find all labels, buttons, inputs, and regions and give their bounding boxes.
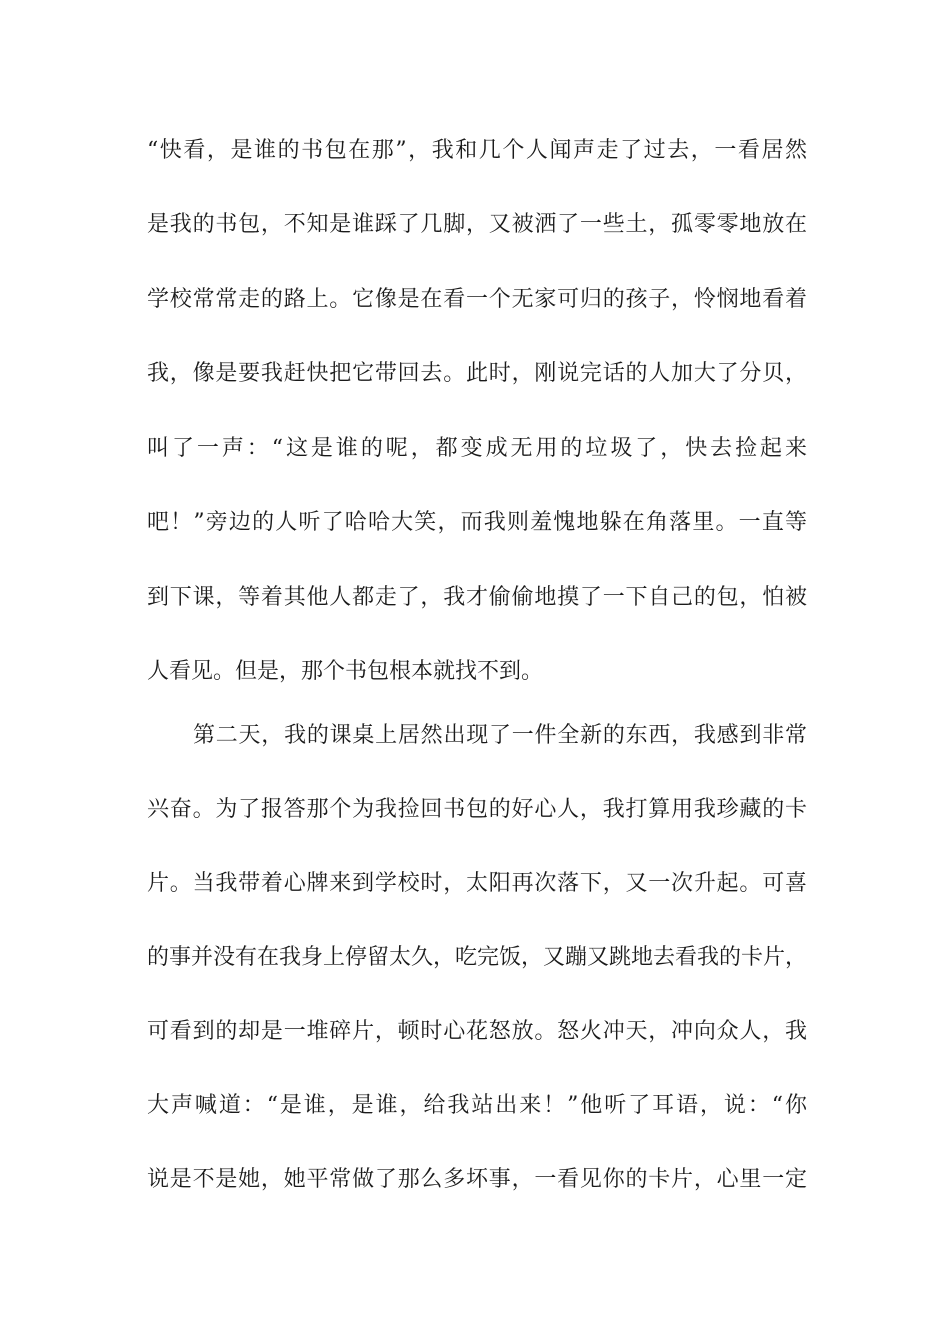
text-line: 大声喊道：“是谁，是谁，给我站出来！”他听了耳语，说：“你	[147, 1093, 807, 1118]
text-line: “快看，是谁的书包在那”，我和几个人闻声走了过去，一看居然	[147, 138, 807, 163]
text-line: 兴奋。为了报答那个为我捡回书包的好心人，我打算用我珍藏的卡	[147, 797, 807, 822]
text-line: 可看到的却是一堆碎片，顿时心花怒放。怒火冲天，冲向众人，我	[147, 1019, 807, 1044]
text-line: 人看见。但是，那个书包根本就找不到。	[147, 659, 544, 684]
text-line: 是我的书包，不知是谁踩了几脚，又被洒了一些土，孤零零地放在	[147, 212, 807, 237]
text-line: 到下课，等着其他人都走了，我才偷偷地摸了一下自己的包，怕被	[147, 585, 807, 610]
text-line: 的事并没有在我身上停留太久，吃完饭，又蹦又跳地去看我的卡片，	[147, 945, 808, 970]
text-line: 片。当我带着心牌来到学校时，太阳再次落下，又一次升起。可喜	[147, 871, 807, 896]
text-line: 我，像是要我赶快把它带回去。此时，刚说完话的人加大了分贝，	[147, 361, 807, 386]
text-line: 学校常常走的路上。它像是在看一个无家可归的孩子，怜悯地看着	[147, 287, 807, 312]
text-line: 说是不是她，她平常做了那么多坏事，一看见你的卡片，心里一定	[147, 1167, 807, 1192]
text-line: 叫了一声：“这是谁的呢，都变成无用的垃圾了，快去捡起来	[147, 436, 807, 461]
paragraph-first-line: 第二天，我的课桌上居然出现了一件全新的东西，我感到非常	[193, 723, 807, 748]
text-line: 吧！”旁边的人听了哈哈大笑，而我则羞愧地躲在角落里。一直等	[147, 510, 807, 535]
